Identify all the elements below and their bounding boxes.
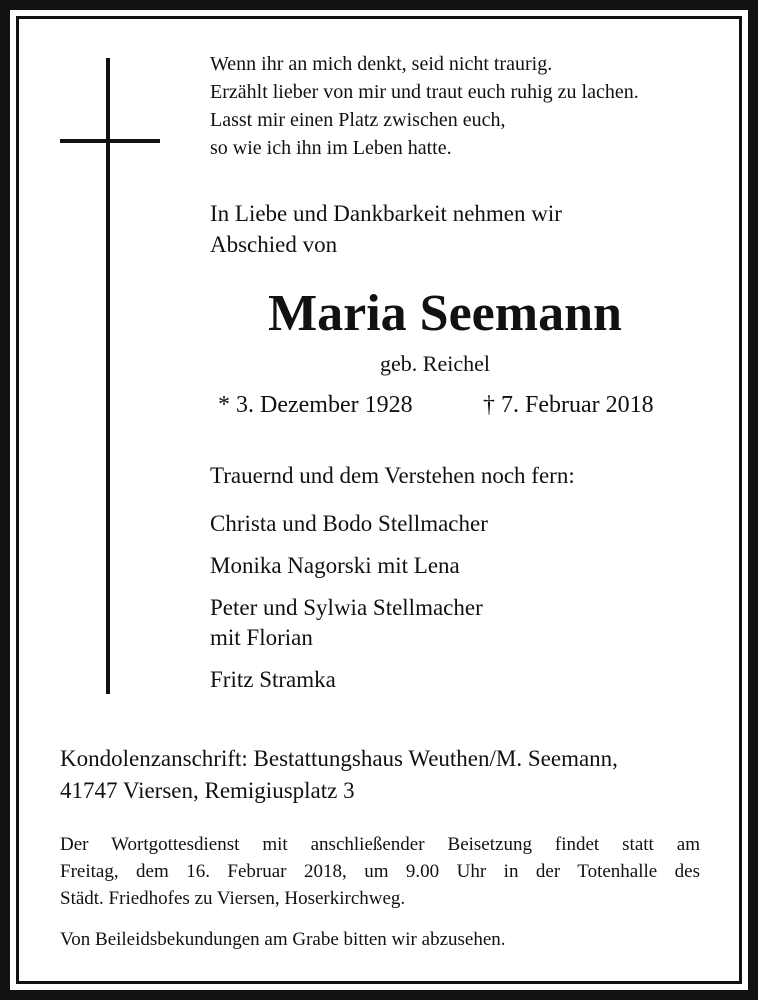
farewell-line: In Liebe und Dankbarkeit nehmen wir [210, 201, 562, 226]
poem-line: Lasst mir einen Platz zwischen euch, [210, 109, 506, 131]
cross-icon-vertical-bar [106, 58, 110, 694]
condolence-line: Kondolenzanschrift: Bestattungshaus Weuthen/M. Seemann, [60, 746, 618, 771]
birth-date: * 3. Dezember 1928 [218, 392, 413, 418]
service-line: Freitag, dem 16. Februar 2018, um 9.00 Uhr in der Totenhalle des [60, 861, 700, 882]
mourner-line: Peter und Sylwia Stellmacher [210, 595, 483, 620]
mourner-line: mit Florian [210, 625, 313, 650]
poem [210, 50, 639, 162]
cross-icon-horizontal-bar [60, 139, 160, 143]
mourner-line: Christa und Bodo Stellmacher [210, 511, 488, 536]
mourner-item [210, 665, 488, 695]
condolence-notice: Von Beileidsbekundungen am Grabe bitten wir abzusehen. [60, 929, 506, 950]
condolence-line: 41747 Viersen, Remigiusplatz 3 [60, 778, 355, 803]
service-announcement [60, 831, 700, 912]
maiden-name: geb. Reichel [380, 351, 490, 376]
mourning-line: Trauernd und dem Verstehen noch fern: [210, 463, 575, 488]
mourners-list [210, 509, 488, 707]
farewell-text [210, 198, 562, 260]
death-date: † 7. Februar 2018 [483, 392, 654, 418]
mourner-line: Monika Nagorski mit Lena [210, 553, 460, 578]
mourner-item [210, 551, 488, 581]
condolence-address [60, 743, 618, 807]
service-line: Der Wortgottesdienst mit anschließender Beisetzung findet statt am [60, 834, 700, 855]
poem-line: so wie ich ihn im Leben hatte. [210, 137, 452, 159]
mourner-item [210, 593, 488, 653]
service-line: Städt. Friedhofes zu Viersen, Hoserkirchweg. [60, 888, 406, 909]
mourner-item [210, 509, 488, 539]
poem-line: Erzählt lieber von mir und traut euch ruhig zu lachen. [210, 81, 639, 103]
deceased-name: Maria Seemann [268, 285, 622, 342]
poem-line: Wenn ihr an mich denkt, seid nicht traurig. [210, 53, 553, 75]
farewell-line: Abschied von [210, 232, 338, 257]
mourner-line: Fritz Stramka [210, 667, 336, 692]
